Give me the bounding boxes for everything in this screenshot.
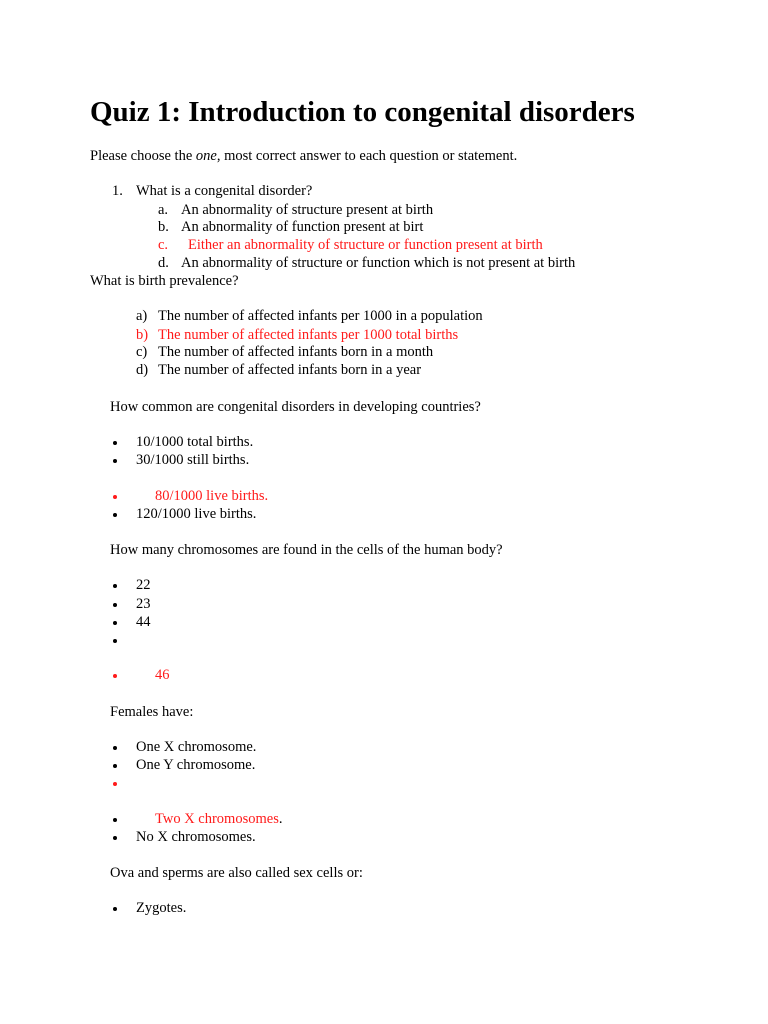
q5-option-2-bullet [113,764,117,768]
q4-option-2-text: 23 [136,596,151,612]
instructions-after: , most correct answer to each question or statement. [216,148,518,164]
q5-option-1-text: One X chromosome. [136,739,257,755]
q5-option-3-text: Two X chromosomes [155,811,279,827]
q4-option-1-text: 22 [136,577,151,593]
q3-text: How common are congenital disorders in developing countries? [110,399,481,415]
q3-option-1-text: 10/1000 total births. [136,434,254,450]
q1-option-d-text: An abnormality of structure or function which is not present at birth [181,255,576,271]
q4-text: How many chromosomes are found in the cells of the human body? [110,542,503,558]
q2-option-d-text: The number of affected infants born in a year [158,362,422,378]
q5-text: Females have: [110,704,194,720]
instructions-before: Please choose the [90,148,196,164]
q2-option-a-marker: a) [136,308,148,324]
q5-option-4-text: No X chromosomes. [136,829,256,845]
q1-option-c-text: Either an abnormality of structure or function present at birth [188,237,543,253]
q5-option-2-text: One Y chromosome. [136,757,256,773]
instructions-emphasis: one [195,148,217,164]
q2-option-b-marker: b) [136,327,149,343]
q4-option-1-bullet [113,584,117,588]
q4-option-3-text: 44 [136,614,151,630]
q3-option-3-bullet [113,495,117,499]
q4-option-2-bullet [113,603,117,607]
q1-number: 1. [112,183,123,199]
q1-option-a-text: An abnormality of structure present at birth [181,202,434,218]
q5-option-4-bullet [113,836,117,840]
q1-option-c-marker: c. [158,237,169,253]
q1-option-d-marker: d. [158,255,169,271]
q4-option-4-text: 46 [155,667,170,683]
instructions [90,147,517,165]
q1-option-b-marker: b. [158,219,169,235]
q5-option-3-period: . [278,811,283,827]
q3-option-3-text: 80/1000 live births. [155,488,269,504]
q6-option-1-text: Zygotes. [136,900,187,916]
q3-option-4-text: 120/1000 live births. [136,506,257,522]
q1-option-a-marker: a. [158,202,169,218]
q2-text: What is birth prevalence? [90,273,239,289]
q1-option-b-text: An abnormality of function present at birt [181,219,424,235]
q4-option-3-bullet [113,621,117,625]
q6-text: Ova and sperms are also called sex cells or: [110,865,363,881]
q5-empty-bullet [113,782,117,786]
q1-text: What is a congenital disorder? [136,183,313,199]
q3-option-2-bullet [113,459,117,463]
q2-option-c-marker: c) [136,344,148,360]
q2-option-a-text: The number of affected infants per 1000 in a population [158,308,483,324]
q4-empty-bullet [113,639,117,643]
q2-option-c-text: The number of affected infants born in a month [158,344,434,360]
q2-option-d-marker: d) [136,362,149,378]
q3-option-4-bullet [113,513,117,517]
q5-option-3-bullet [113,818,117,822]
q3-option-1-bullet [113,441,117,445]
q3-option-2-text: 30/1000 still births. [136,452,250,468]
q5-option-3 [155,810,282,828]
q4-option-4-bullet [113,674,117,678]
q5-option-1-bullet [113,746,117,750]
page-title: Quiz 1: Introduction to congenital disorders [90,96,635,128]
q6-option-1-bullet [113,907,117,911]
q2-option-b-text: The number of affected infants per 1000 total births [158,327,459,343]
